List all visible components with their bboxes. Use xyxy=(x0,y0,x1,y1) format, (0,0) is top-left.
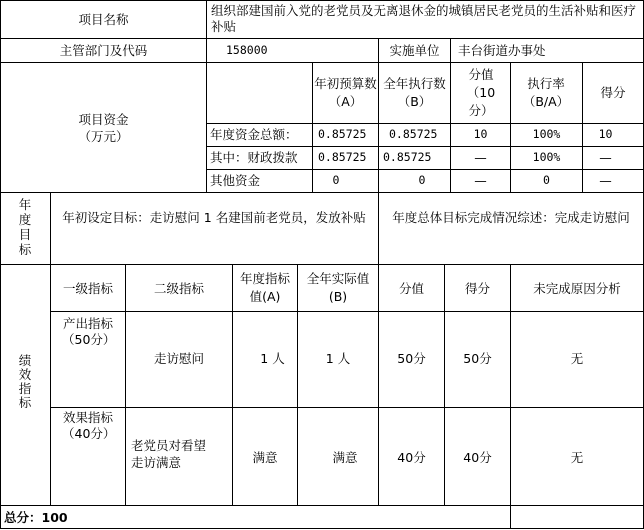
project-name-value: 组织部建国前入党的老党员及无离退休金的城镇居民老党员的生活补贴和医疗补贴 xyxy=(211,3,637,34)
funds-label-line2: （万元） xyxy=(78,129,129,144)
rule xyxy=(50,407,644,408)
funds-label xyxy=(1,111,206,145)
funds-row-value: — xyxy=(474,150,487,165)
col-rate-header: 执行率（B/A） xyxy=(522,76,570,109)
rule xyxy=(206,0,207,62)
perf-row-score: 40分 xyxy=(463,450,492,465)
perf-row-target: 1 人 xyxy=(260,351,285,366)
rule xyxy=(297,264,298,505)
col-exec-header: 全年执行数（B） xyxy=(383,76,446,109)
funds-row-exec: 0 xyxy=(418,173,426,187)
perf-header-target: 年度指标值(A) xyxy=(239,271,290,304)
rule xyxy=(125,264,126,505)
perf-row-target: 满意 xyxy=(252,450,278,465)
rule xyxy=(450,38,451,62)
funds-row-value: — xyxy=(474,173,487,188)
goals-side-label: 年度目标 xyxy=(18,197,32,257)
rule xyxy=(0,264,644,265)
rule xyxy=(0,38,644,39)
perf-row-reason: 无 xyxy=(570,351,584,366)
rule xyxy=(444,264,445,505)
perf-row-level2: 老党员对看望走访满意 xyxy=(131,438,207,470)
perf-row-reason: 无 xyxy=(570,450,584,465)
perf-row-level1: 产出指标（50分） xyxy=(62,316,116,347)
perf-header-score: 得分 xyxy=(464,281,490,296)
perf-row-score: 50分 xyxy=(463,351,492,366)
perf-row-actual: 1 人 xyxy=(325,351,351,366)
rule xyxy=(0,62,644,63)
rule xyxy=(206,169,644,170)
goals-summary: 年度总体目标完成情况综述：完成走访慰问 xyxy=(392,210,630,225)
dept-code: 158000 xyxy=(226,43,268,57)
funds-row-score: — xyxy=(599,173,612,188)
rule xyxy=(206,146,644,147)
perf-header-level1: 一级指标 xyxy=(62,281,113,296)
funds-row-score: 10 xyxy=(598,127,613,141)
rule xyxy=(0,192,644,193)
rule xyxy=(0,505,644,506)
perf-row-level2: 走访慰问 xyxy=(153,351,204,366)
perf-row-value: 50分 xyxy=(397,351,426,366)
funds-row-value: 10 xyxy=(473,127,488,141)
rule xyxy=(0,528,644,529)
funds-label-line1: 项目资金 xyxy=(78,112,129,127)
performance-side-label: 绩效指标 xyxy=(18,353,32,410)
col-budget-header: 年初预算数（A） xyxy=(314,76,377,109)
rule xyxy=(232,264,233,505)
rule xyxy=(378,264,379,505)
funds-row-budget: 0 xyxy=(332,173,340,187)
rule xyxy=(378,192,379,264)
perf-header-reason: 未完成原因分析 xyxy=(533,281,621,296)
rule xyxy=(50,311,644,312)
impl-label: 实施单位 xyxy=(389,43,440,58)
rule xyxy=(0,0,1,529)
funds-row-exec: 0.85725 xyxy=(389,127,438,141)
perf-header-level2: 二级指标 xyxy=(153,281,204,296)
rule xyxy=(0,0,644,1)
perf-row-level1: 效果指标（40分） xyxy=(62,410,116,441)
rule xyxy=(206,123,644,124)
total-score: 总分：100 xyxy=(4,510,68,525)
goals-planned: 年初设定目标：走访慰问 1 名建国前老党员，发放补贴 xyxy=(62,210,366,225)
col-value-header: 分值（10分） xyxy=(466,67,496,118)
rule xyxy=(510,264,511,528)
funds-row-exec: 0.85725 xyxy=(383,150,432,164)
project-name-label: 项目名称 xyxy=(78,12,129,27)
funds-row-budget: 0.85725 xyxy=(318,127,367,141)
perf-header-actual: 全年实际值(B) xyxy=(306,271,370,304)
funds-row-rate: 100% xyxy=(532,150,561,164)
perf-header-value: 分值 xyxy=(398,281,424,296)
perf-row-actual: 满意 xyxy=(332,450,358,465)
rule xyxy=(206,62,207,192)
rule xyxy=(50,192,51,505)
funds-row-rate: 100% xyxy=(532,127,561,141)
funds-row-rate: 0 xyxy=(543,173,550,187)
funds-row-label: 其中：财政拨款 xyxy=(210,150,298,165)
impl-value: 丰台街道办事处 xyxy=(458,43,546,58)
funds-row-score: — xyxy=(599,150,612,165)
funds-row-label: 年度资金总额： xyxy=(210,127,298,142)
dept-label: 主管部门及代码 xyxy=(59,43,148,58)
funds-row-label: 其他资金 xyxy=(210,173,261,188)
col-score-header: 得分 xyxy=(600,85,626,100)
funds-row-budget: 0.85725 xyxy=(318,150,367,164)
perf-row-value: 40分 xyxy=(397,450,426,465)
